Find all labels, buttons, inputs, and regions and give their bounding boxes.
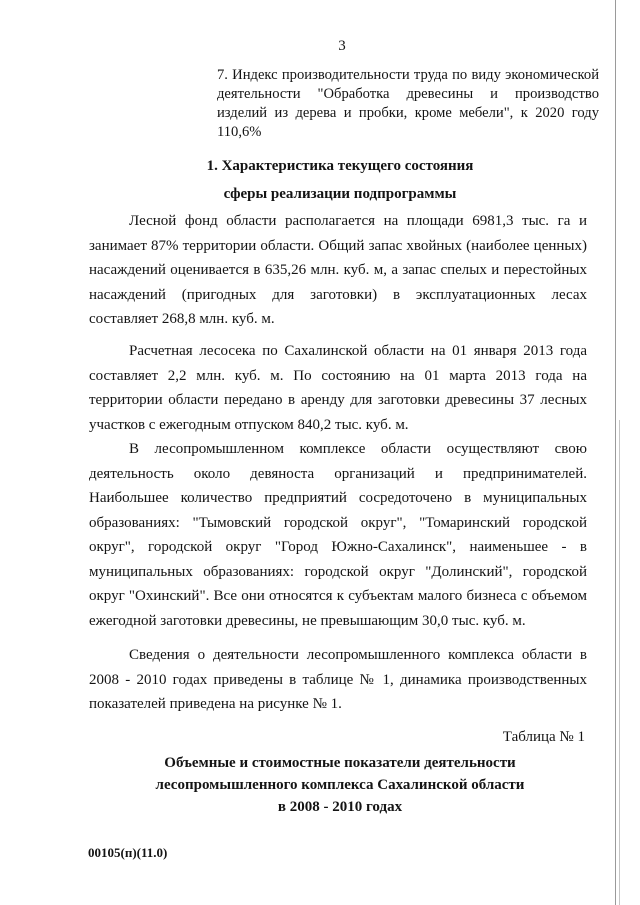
table-title-line2: лесопромышленного комплекса Сахалинской области — [155, 777, 525, 793]
section-heading-line2: сферы реализации подпрограммы — [223, 186, 457, 202]
paragraph-forest-fund: Лесной фонд области располагается на площади 6981,3 тыс. га и занимает 87% территории области. Общий запас хвойных (наиболее ценных) насаждений оценивается в 635,26 млн. куб. м, а запас спелых и перестойных насаждений (пригодных для заготовки) в эксплуатационных лесах составляет 268,8 млн. куб. м. — [89, 213, 587, 327]
scan-edge-line-secondary — [619, 420, 620, 905]
table-title-line1: Объемные и стоимостные показатели деятельности — [164, 755, 516, 771]
paragraph-table-reference: Сведения о деятельности лесопромышленного комплекса области в 2008 - 2010 годах приведены в таблице № 1, динамика производственных показателей приведена на рисунке № 1. — [89, 647, 587, 712]
footer-document-code: 00105(п)(11.0) — [88, 845, 168, 860]
table-number-label: Таблица № 1 — [502, 729, 585, 745]
page-number: 3 — [338, 38, 346, 54]
paragraph-timber-complex: В лесопромышленном комплексе области осуществляют свою деятельность около девяноста организаций и предпринимателей. Наибольшее количество предприятий сосредоточено в муниципальных образованиях: "Тымовский городской округ", "Томаринский городской округ", городской округ "Город Южно-Сахалинск", наименьшее - в муниципальных образованиях: городской округ "Долинский", городской округ "Охинский". Все они относятся к субъектам малого бизнеса с объемом ежегодной заготовки древесины, не превышающим 30,0 тыс. куб. м. — [89, 441, 587, 629]
goal-item-7: 7. Индекс производительности труда по виду экономической деятельности "Обработка древесины и производство изделий из дерева и пробки, кроме мебели", к 2020 году 110,6% — [217, 67, 599, 140]
scan-edge-line — [615, 0, 616, 905]
table-title-line3: в 2008 - 2010 годах — [277, 799, 403, 815]
section-heading-line1: 1. Характеристика текущего состояния — [206, 158, 474, 174]
paragraph-cutting-area: Расчетная лесосека по Сахалинской области на 01 января 2013 года составляет 2,2 млн. куб. м. По состоянию на 01 марта 2013 года на территории области передано в аренду для заготовки древесины 37 лесных участков с ежегодным отпуском 840,2 тыс. куб. м. — [89, 343, 587, 433]
table-title — [0, 752, 640, 818]
